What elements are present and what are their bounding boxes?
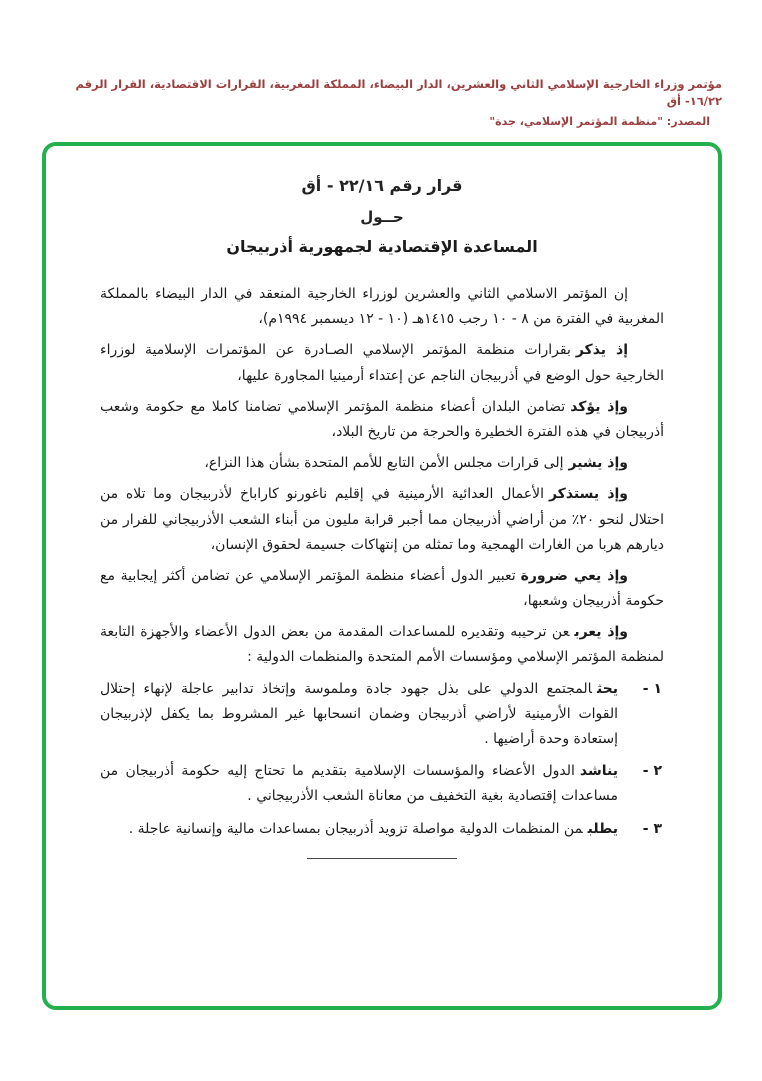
operative-items — [100, 677, 664, 842]
paragraph-lead: وإذ يعرب — [574, 624, 629, 641]
header-citation: مؤتمر وزراء الخارجية الإسلامي الثاني والعشرين، الدار البيضاء، المملكة المغربية، القرارات الاقتصادية، القرار الرقم ١٦/٢٢- أق — [75, 77, 722, 109]
document-header — [36, 76, 722, 128]
item-lead: يحث — [596, 680, 618, 697]
paragraph-lead: إذ يذكر — [575, 342, 628, 359]
preamble-paragraph — [100, 338, 664, 388]
resolution-number-title: قرار رقم ٢٢/١٦ - أق — [301, 176, 463, 195]
preamble-paragraph — [100, 620, 664, 670]
preamble-paragraph — [100, 451, 664, 476]
header-source: المصدر: "منظمة المؤتمر الإسلامي، جدة" — [489, 114, 710, 128]
list-item — [100, 677, 664, 753]
paragraph-lead: وإذ يؤكد — [570, 398, 628, 415]
paragraph-text: بقرارات منظمة المؤتمر الإسلامي الصـادرة عن المؤتمرات الإسلامية لوزراء الخارجية حول الوضع في أذربيجان الناجم عن إعتداء أرمينيا المجاورة عليها، — [100, 342, 664, 384]
item-lead: يناشد — [579, 763, 618, 780]
item-number: ٢ - — [642, 763, 662, 780]
paragraph-text: تعبير الدول أعضاء منظمة المؤتمر الإسلامي عن تضامن أكثر إيجابية مع حكومة أذربيجان وشعبها، — [100, 567, 664, 610]
preamble-paragraph — [100, 564, 664, 614]
footnote-divider — [307, 858, 457, 859]
preamble-paragraph — [100, 395, 664, 445]
list-item — [100, 759, 664, 809]
item-number: ٣ - — [642, 820, 662, 837]
item-text: من المنظمات الدولية مواصلة تزويد أذربيجان بمساعدات مالية وإنسانية عاجلة . — [128, 820, 583, 837]
paragraph-text: تضامن البلدان أعضاء منظمة المؤتمر الإسلامي تضامنا كاملا مع حكومة وشعب أذربيجان في هذه الفترة الخطيرة والحرجة من تاريخ البلاد، — [100, 398, 664, 440]
item-text: الدول الأعضاء والمؤسسات الإسلامية بتقديم ما تحتاج إليه حكومة أذربيجان من مساعدات إقتصادية بغية التخفيف من معاناة الشعب الأذربيجاني . — [100, 763, 618, 805]
paragraph-text: إن المؤتمر الاسلامي الثاني والعشرين لوزراء الخارجية المنعقد في الدار البيضاء بالمملكة المغربية في الفترة من ٨ - ١٠ رجب ١٤١٥هـ (١٠ - ١٢ ديسمبر ١٩٩٤م)، — [100, 286, 664, 328]
resolution-body — [100, 282, 664, 859]
item-number: ١ - — [642, 680, 662, 697]
item-lead: يطلب — [587, 820, 618, 837]
resolution-subject-title: المساعدة الإقتصادية لجمهورية أذربيجان — [226, 237, 538, 256]
paragraph-text: إلى قرارات مجلس الأمن التابع للأمم المتحدة بشأن هذا النزاع، — [204, 455, 564, 472]
document-green-frame — [42, 142, 722, 1010]
paragraph-lead: وإذ يعي ضرورة — [520, 567, 628, 584]
paragraph-text: الأعمال العدائية الأرمينية في إقليم ناغورنو كاراباخ لأذربيجان وما تلاه من احتلال لنحو ٢٠٪ من أراضي أذربيجان مما أجبر قرابة مليون من أبناء الشعب الأذربيجاني للفرار من ديارهم هربا من الغارات الهمجية وما تمثله من إنتهاكات جسيمة لحقوق الإنسان، — [100, 486, 664, 553]
list-item — [100, 817, 664, 842]
paragraph-lead: وإذ يشير — [568, 455, 628, 472]
preamble-paragraph — [100, 482, 664, 558]
paragraph-lead: وإذ يستذكر — [548, 486, 628, 503]
item-text: المجتمع الدولي على بذل جهود جادة وملموسة وإتخاذ تدابير عاجلة لإنهاء إحتلال القوات الأرمينية لأراضي أذربيجان وضمان انسحابها غير المشروط بما يكفل لإذربيجان إستعادة وحدة أراضيها . — [100, 680, 618, 747]
regarding-title: حــول — [360, 208, 404, 226]
preamble-paragraph — [100, 282, 664, 332]
paragraph-text: عن ترحيبه وتقديره للمساعدات المقدمة من بعض الدول الأعضاء والأجهزة التابعة لمنظمة المؤتمر الإسلامي ومؤسسات الأمم المتحدة والمنظمات الدولية : — [100, 624, 664, 666]
